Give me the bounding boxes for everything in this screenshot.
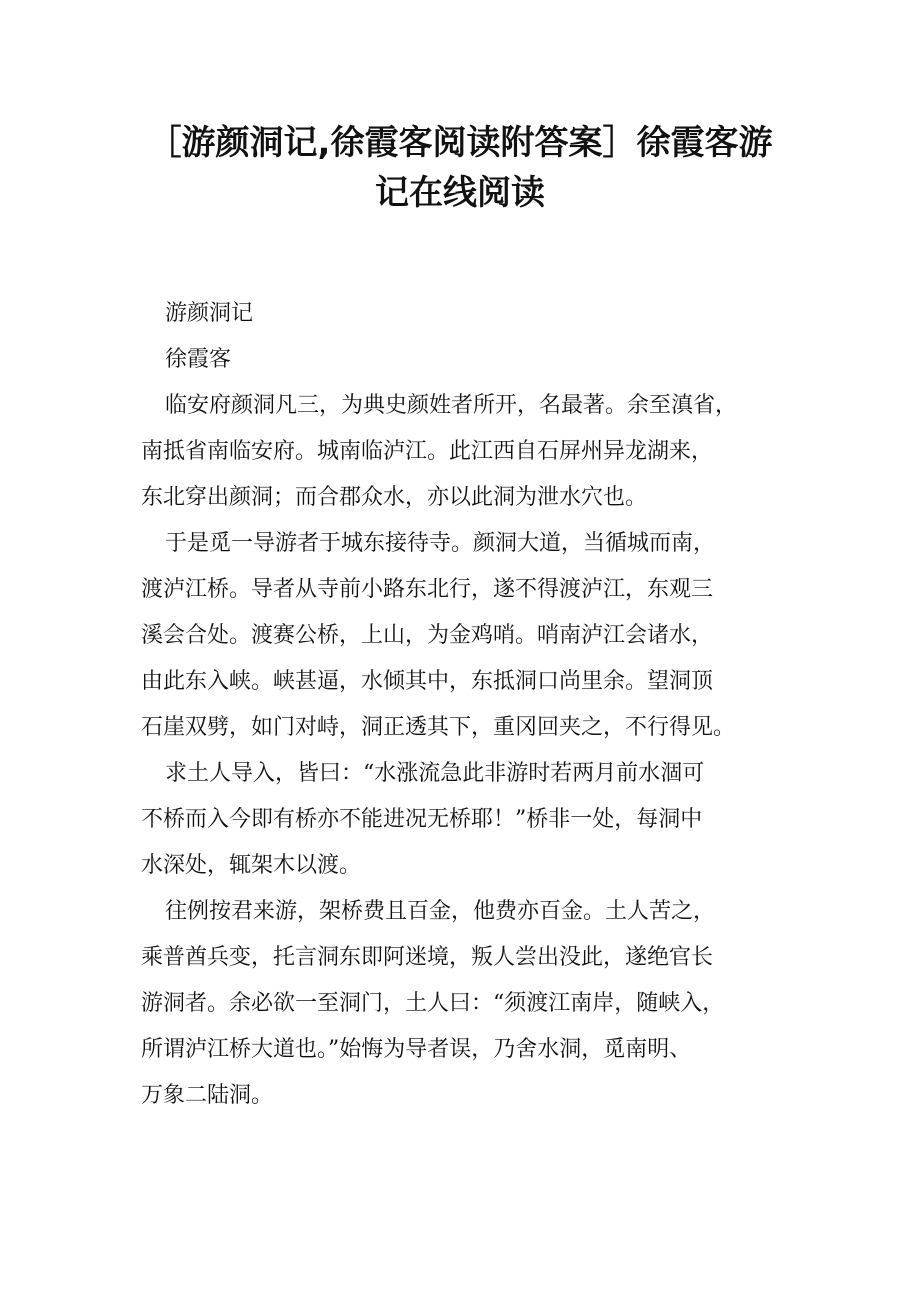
article-heading: 游颜洞记 bbox=[165, 301, 254, 326]
paragraph-line: 往例按君来游，架桥费且百金，他费亦百金。土人苦之， bbox=[165, 899, 716, 924]
paragraph-line: 乘普酋兵变，托言洞东即阿迷境，叛人尝出没此，遂绝官长 bbox=[141, 945, 714, 970]
document-title bbox=[100, 118, 820, 218]
paragraph-line: 渡泸江桥。导者从寺前小路东北行，遂不得渡泸江，东观三 bbox=[141, 577, 714, 602]
paragraph-line: 万象二陆洞。 bbox=[141, 1083, 274, 1108]
paragraph-line: 于是觅一导游者于城东接待寺。颜洞大道，当循城而南， bbox=[165, 531, 716, 556]
title-line-1: ［游颜洞记,徐霞客阅读附答案］徐霞客游 bbox=[147, 123, 773, 163]
paragraph-line: 水深处，辄架木以渡。 bbox=[141, 853, 362, 878]
paragraph-line: 所谓泸江桥大道也。”始悔为导者误，乃舍水洞，觅南明、 bbox=[141, 1037, 692, 1062]
paragraph-line: 南抵省南临安府。城南临泸江。此江西自石屏州异龙湖来， bbox=[141, 439, 714, 464]
paragraph-line: 游洞者。余必欲一至洞门，土人曰：“须渡江南岸，随峡入， bbox=[141, 991, 725, 1016]
document-body bbox=[141, 291, 801, 1119]
paragraph-1 bbox=[141, 383, 801, 521]
paragraph-line: 溪会合处。渡赛公桥，上山，为金鸡哨。哨南泸江会诸水， bbox=[141, 623, 714, 648]
title-line-2: 记在线阅读 bbox=[375, 173, 545, 213]
paragraph-line: 石崖双劈，如门对峙，洞正透其下，重冈回夹之，不行得见。 bbox=[141, 715, 736, 740]
paragraph-line: 求土人导入，皆曰：“水涨流急此非游时若两月前水涸可 bbox=[165, 761, 705, 786]
paragraph-4 bbox=[141, 889, 801, 1119]
article-author: 徐霞客 bbox=[165, 347, 232, 372]
paragraph-line: 由此东入峡。峡甚逼，水倾其中，东抵洞口尚里余。望洞顶 bbox=[141, 669, 714, 694]
paragraph-line: 东北穿出颜洞；而合郡众水，亦以此洞为泄水穴也。 bbox=[141, 485, 648, 510]
paragraph-2 bbox=[141, 521, 801, 751]
paragraph-line: 不桥而入今即有桥亦不能进况无桥耶！”桥非一处，每洞中 bbox=[141, 807, 703, 832]
paragraph-line: 临安府颜洞凡三，为典史颜姓者所开，名最著。余至滇省， bbox=[165, 393, 738, 418]
paragraph-3 bbox=[141, 751, 801, 889]
